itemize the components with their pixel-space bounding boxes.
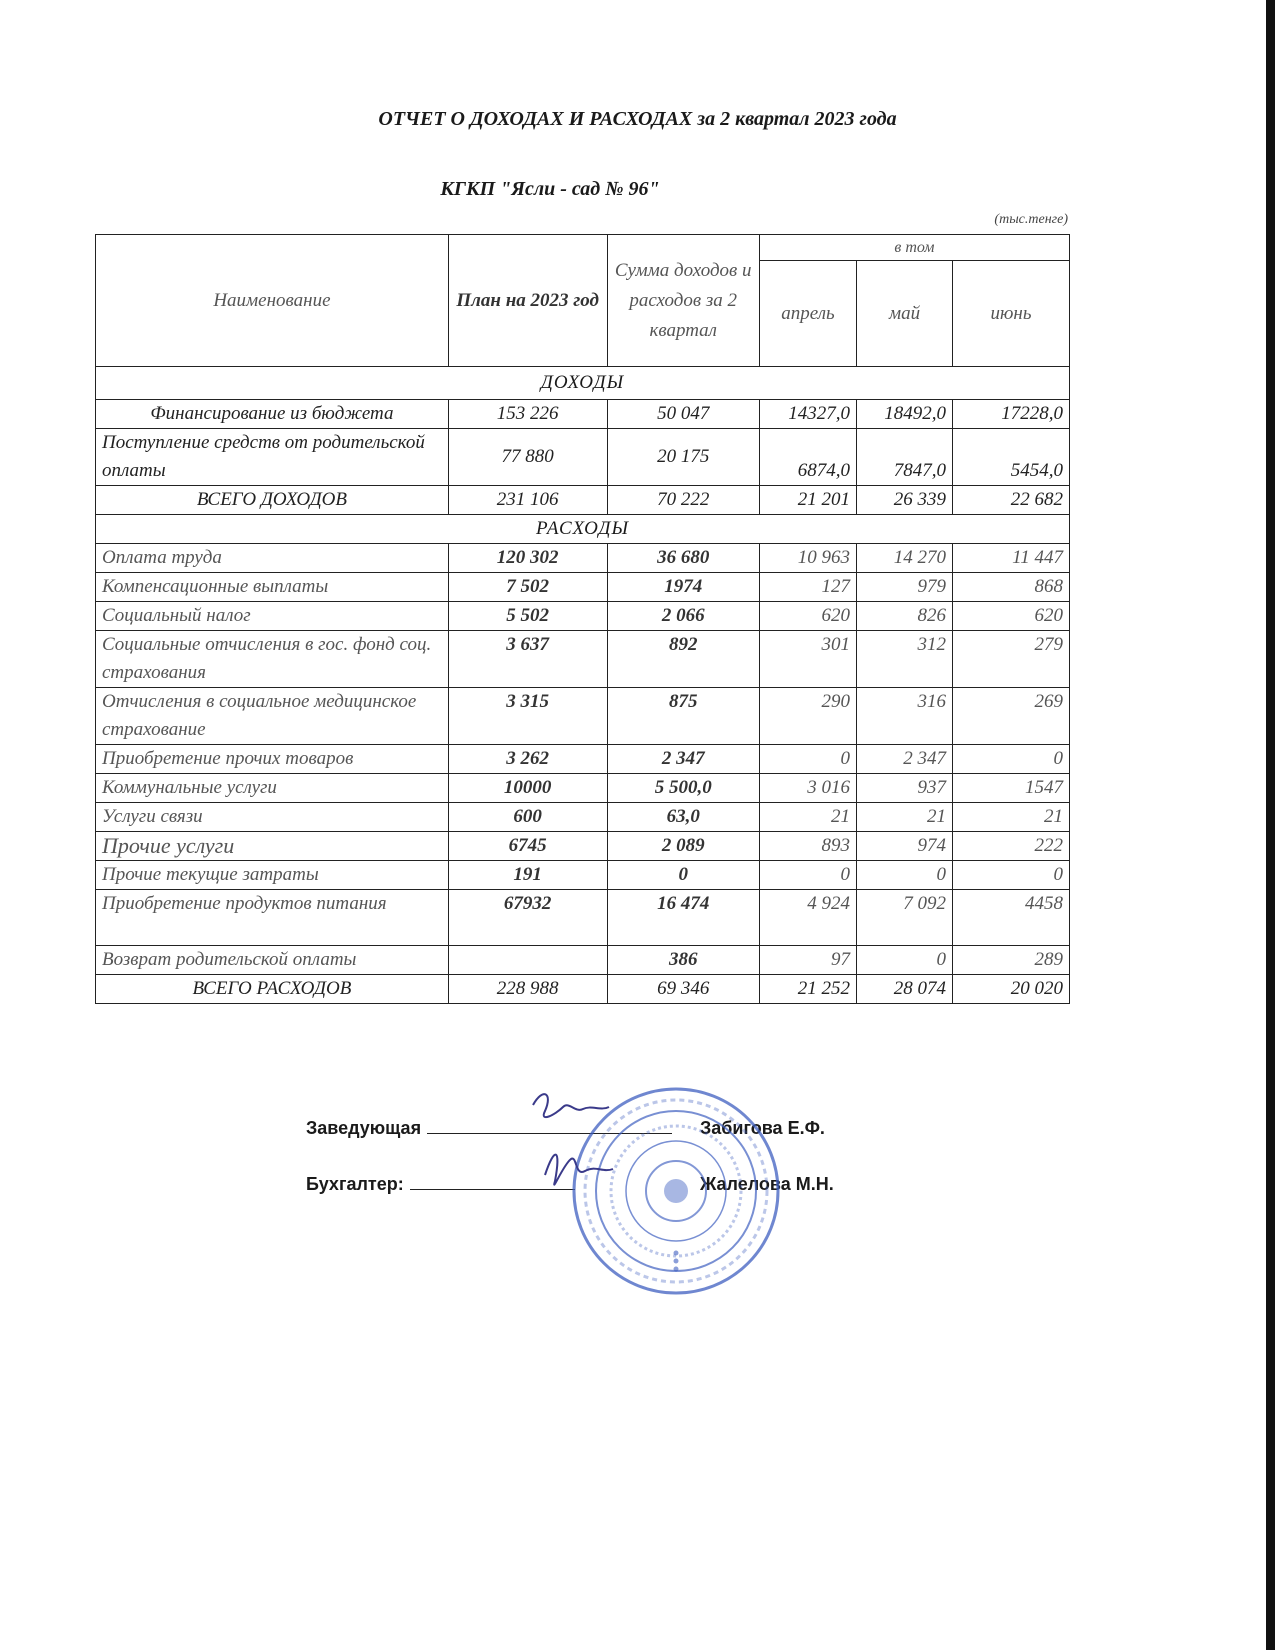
cell-plan: 3 637 [448,631,607,688]
row-name: Компенсационные выплаты [96,573,449,602]
expense-section-title: РАСХОДЫ [96,515,1070,544]
cell-plan [448,946,607,975]
cell-april: 4 924 [759,890,856,946]
cell-sum: 0 [607,861,759,890]
cell-may: 937 [857,774,953,803]
cell-sum: 36 680 [607,544,759,573]
cell-sum: 875 [607,688,759,745]
cell-may: 7847,0 [857,429,953,486]
cell-plan: 77 880 [448,429,607,486]
cell-april: 127 [759,573,856,602]
cell-june: 868 [953,573,1070,602]
row-name: Оплата труда [96,544,449,573]
cell-sum: 20 175 [607,429,759,486]
cell-plan: 120 302 [448,544,607,573]
cell-june: 222 [953,832,1070,861]
handwritten-signatures [505,1085,625,1200]
cell-june: 17228,0 [953,400,1070,429]
cell-may: 979 [857,573,953,602]
cell-april: 97 [759,946,856,975]
scan-edge [1266,0,1275,1650]
row-name: Услуги связи [96,803,449,832]
cell-april: 0 [759,745,856,774]
cell-june: 0 [953,861,1070,890]
cell-may: 21 [857,803,953,832]
cell-april: 3 016 [759,774,856,803]
cell-sum: 2 066 [607,602,759,631]
col-sum-header: Сумма доходов и расходов за 2 квартал [607,235,759,367]
report-table [95,234,1070,1004]
cell-april: 14327,0 [759,400,856,429]
cell-june: 620 [953,602,1070,631]
row-name: Поступление средств от родительской оплаты [96,429,449,486]
organization-name: КГКП "Ясли - сад № 96" [440,178,660,200]
cell-april: 21 201 [759,486,856,515]
cell-april: 10 963 [759,544,856,573]
cell-sum: 50 047 [607,400,759,429]
cell-plan: 10000 [448,774,607,803]
cell-june: 20 020 [953,975,1070,1004]
director-name: Забигова Е.Ф. [700,1118,825,1138]
table-row [96,544,1070,573]
table-row [96,573,1070,602]
cell-plan: 5 502 [448,602,607,631]
cell-sum: 5 500,0 [607,774,759,803]
row-name: Коммунальные услуги [96,774,449,803]
row-name: Прочие текущие затраты [96,861,449,890]
cell-june: 22 682 [953,486,1070,515]
row-name: Социальные отчисления в гос. фонд соц. страхования [96,631,449,688]
cell-sum: 16 474 [607,890,759,946]
row-name: ВСЕГО РАСХОДОВ [96,975,449,1004]
accountant-label: Бухгалтер: [306,1174,404,1194]
row-name: Социальный налог [96,602,449,631]
cell-plan: 600 [448,803,607,832]
row-name: Возврат родительской оплаты [96,946,449,975]
col-may-header: май [857,261,953,367]
cell-sum: 892 [607,631,759,688]
cell-may: 28 074 [857,975,953,1004]
expense-section-row [96,515,1070,544]
cell-april: 301 [759,631,856,688]
col-name-header: Наименование [96,235,449,367]
table-row [96,832,1070,861]
cell-june: 4458 [953,890,1070,946]
cell-sum: 2 347 [607,745,759,774]
col-june-header: июнь [953,261,1070,367]
table-row [96,631,1070,688]
cell-april: 0 [759,861,856,890]
cell-may: 0 [857,946,953,975]
cell-may: 974 [857,832,953,861]
cell-june: 11 447 [953,544,1070,573]
cell-may: 7 092 [857,890,953,946]
cell-april: 893 [759,832,856,861]
cell-plan: 153 226 [448,400,607,429]
cell-may: 26 339 [857,486,953,515]
table-row [96,400,1070,429]
cell-sum: 70 222 [607,486,759,515]
accountant-name: Жалелова М.Н. [700,1174,834,1194]
cell-sum: 2 089 [607,832,759,861]
cell-plan: 3 262 [448,745,607,774]
cell-plan: 67932 [448,890,607,946]
table-row [96,429,1070,486]
cell-may: 312 [857,631,953,688]
cell-may: 14 270 [857,544,953,573]
table-row [96,946,1070,975]
income-section-title: ДОХОДЫ [96,367,1070,400]
cell-may: 826 [857,602,953,631]
cell-april: 6874,0 [759,429,856,486]
row-name: Приобретение прочих товаров [96,745,449,774]
cell-june: 269 [953,688,1070,745]
header-row [96,235,1070,261]
cell-sum: 1974 [607,573,759,602]
cell-april: 21 252 [759,975,856,1004]
table-row [96,774,1070,803]
director-label: Заведующая [306,1118,422,1138]
cell-plan: 6745 [448,832,607,861]
row-name: Прочие услуги [96,832,449,861]
row-name: ВСЕГО ДОХОДОВ [96,486,449,515]
expense-total-row [96,975,1070,1004]
cell-plan: 7 502 [448,573,607,602]
cell-june: 5454,0 [953,429,1070,486]
cell-plan: 191 [448,861,607,890]
cell-may: 2 347 [857,745,953,774]
table-row [96,688,1070,745]
table-row [96,803,1070,832]
col-april-header: апрель [759,261,856,367]
expense-rows [96,544,1070,975]
cell-may: 316 [857,688,953,745]
cell-sum: 63,0 [607,803,759,832]
table-row [96,602,1070,631]
cell-may: 18492,0 [857,400,953,429]
cell-june: 0 [953,745,1070,774]
cell-june: 279 [953,631,1070,688]
cell-sum: 69 346 [607,975,759,1004]
cell-june: 21 [953,803,1070,832]
row-name: Финансирование из бюджета [96,400,449,429]
report-title: ОТЧЕТ О ДОХОДАХ И РАСХОДАХ за 2 квартал 2023 года [378,108,897,130]
row-name: Приобретение продуктов питания [96,890,449,946]
col-group-header: в том [759,235,1069,261]
table-row [96,745,1070,774]
table-row [96,861,1070,890]
cell-april: 620 [759,602,856,631]
cell-plan: 231 106 [448,486,607,515]
cell-may: 0 [857,861,953,890]
cell-plan: 228 988 [448,975,607,1004]
cell-april: 290 [759,688,856,745]
row-name: Отчисления в социальное медицинское страхование [96,688,449,745]
col-plan-header: План на 2023 год [448,235,607,367]
table-row [96,890,1070,946]
units-note: (тыс.тенге) [994,212,1068,227]
cell-june: 1547 [953,774,1070,803]
cell-april: 21 [759,803,856,832]
income-section-row [96,367,1070,400]
cell-june: 289 [953,946,1070,975]
cell-plan: 3 315 [448,688,607,745]
cell-sum: 386 [607,946,759,975]
income-total-row [96,486,1070,515]
